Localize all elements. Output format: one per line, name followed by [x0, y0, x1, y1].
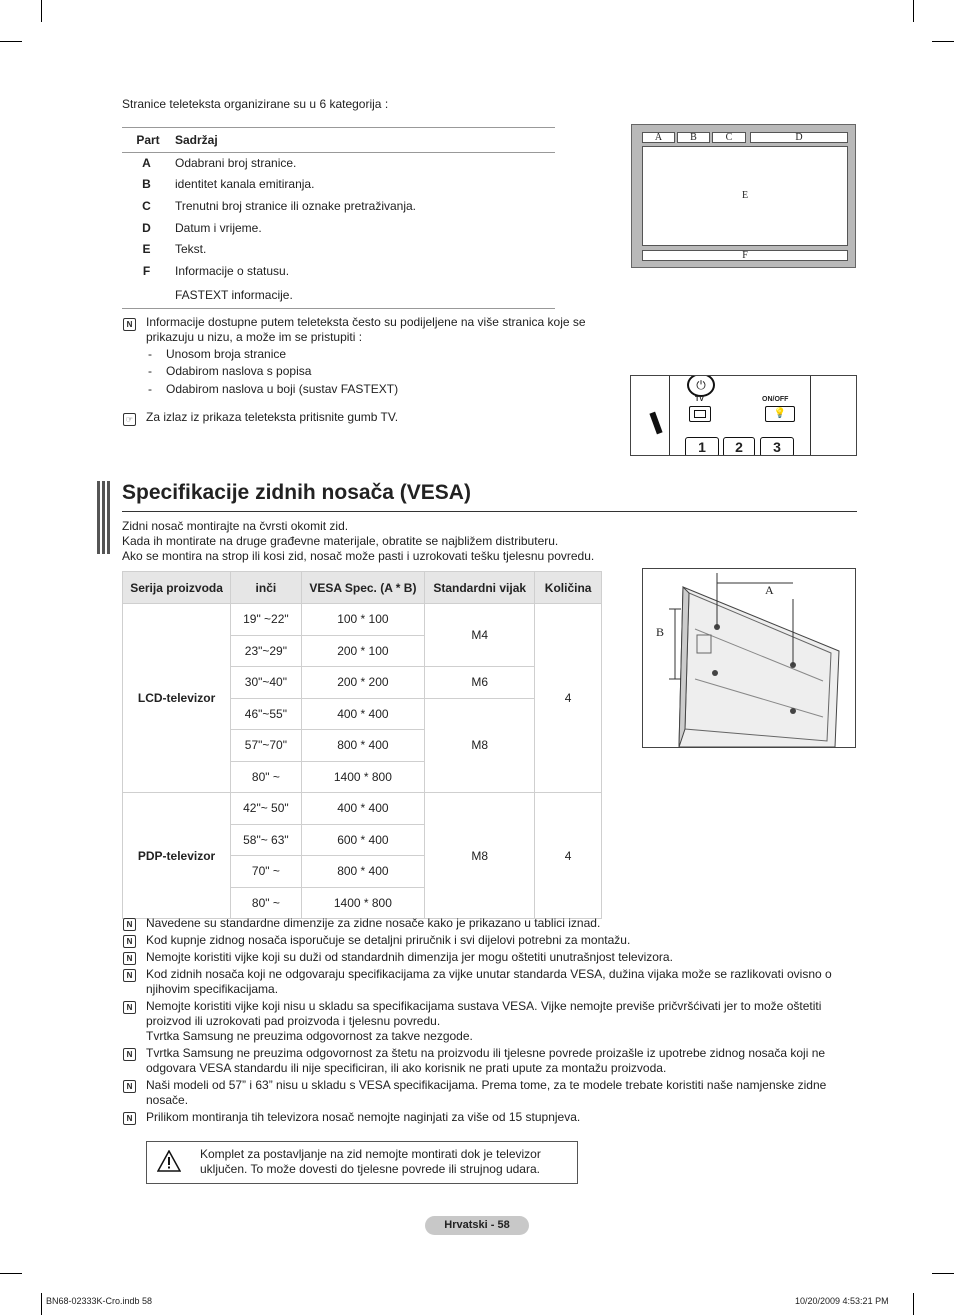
warning-text: uključen. To može dovesti do tjelesne povrede ili strujnog udara.: [200, 1162, 540, 1176]
tv-button: [689, 406, 711, 422]
note-icon: N: [123, 969, 136, 982]
crop-mark: [913, 1293, 914, 1315]
table-row: B identitet kanala emitiranja.: [142, 177, 315, 192]
table-row: D Datum i vrijeme.: [142, 220, 262, 235]
section-intro: Zidni nosač montirajte na čvrsti okomit zid. Kada ih montirate na druge građevne materijale, obratite se najbližem distributeru. Ako se montira na strop ili kosi zid, nosač može pasti i uzrokovati tešku tjelesnu povredu.: [122, 519, 595, 563]
table-row: 80" ~ 1400 * 800: [123, 887, 602, 919]
table-row: 57"~70" 800 * 400: [123, 730, 602, 762]
dimension-a: A: [765, 583, 774, 597]
lcd-label: LCD-televizor: [123, 604, 231, 793]
category-table: [122, 127, 555, 309]
col-part: Part: [136, 133, 160, 147]
list-item: N Nemojte koristiti vijke koji su duži od standardnih dimenzija jer mogu oštetiti unutrašnjost televizora.: [122, 950, 848, 965]
exit-note: Za izlaz iz prikaza teleteksta pritisnite gumb TV.: [146, 410, 399, 424]
key-3: 3: [760, 437, 794, 456]
table-row: 70" ~ 800 * 400: [123, 856, 602, 888]
note-icon: N: [123, 935, 136, 948]
list-item: N Kod zidnih nosača koji ne odgovaraju specifikacijama za vijke unutar standarda VESA, dužina vijaka može se razlikovati ovisno o njihovim specifikacijama.: [122, 967, 848, 997]
section-bar: [102, 481, 105, 554]
table-row: 58"~ 63" 600 * 400: [123, 824, 602, 856]
remote-illustration: [630, 375, 857, 456]
press-icon: ☞: [123, 413, 136, 426]
bullet-dash: -: [148, 347, 152, 361]
list-item: N Tvrtka Samsung ne preuzima odgovornost za štetu na proizvodu ili tjelesne povrede proizašle iz upotrebe zidnog nosača koji ne odgovara VESA standardu ili nije specificiran, ili ako korisnik ne prati upute za montažu proizvoda.: [122, 1046, 848, 1076]
crop-mark: [0, 41, 22, 42]
pointer-icon: [649, 412, 662, 435]
screen-label-b: B: [677, 132, 710, 143]
warning-text: Komplet za postavljanje na zid nemojte montirati dok je televizor: [200, 1147, 541, 1161]
col-inch: inči: [231, 572, 302, 604]
power-icon: ⏻: [687, 375, 715, 397]
crop-mark: [41, 0, 42, 22]
list-item: Odabirom naslova u boji (sustav FASTEXT): [166, 382, 399, 396]
list-item: N Prilikom montiranja tih televizora nosač nemojte naginjati za više od 15 stupnjeva.: [122, 1110, 848, 1125]
col-series: Serija proizvoda: [123, 572, 231, 604]
note-text: Informacije dostupne putem teleteksta često su podijeljene na više stranica koje se: [146, 315, 586, 329]
col-vesa: VESA Spec. (A * B): [301, 572, 424, 604]
key-1: 1: [685, 437, 719, 456]
teletext-screen-diagram: [631, 124, 856, 268]
crop-mark: [932, 1273, 954, 1274]
note-icon: N: [123, 1001, 136, 1014]
note-icon: N: [123, 918, 136, 931]
footer-date: 10/20/2009 4:53:21 PM: [795, 1296, 889, 1306]
table-row: 23"~29" 200 * 100: [123, 635, 602, 667]
table-row: A Odabrani broj stranice.: [142, 155, 297, 170]
crop-mark: [913, 0, 914, 22]
note-icon: N: [123, 1080, 136, 1093]
warning-icon: [157, 1150, 181, 1172]
list-item: N Navedene su standardne dimenzije za zidne nosače kako je prikazano u tablici iznad.: [122, 916, 848, 931]
light-icon: 💡: [765, 406, 795, 422]
table-row: FASTEXT informacije.: [175, 287, 293, 302]
table-row: C Trenutni broj stranice ili oznake pretraživanja.: [142, 198, 417, 213]
warning-box: [146, 1141, 578, 1184]
list-item: N Naši modeli od 57” i 63” nisu u skladu s VESA specifikacijama. Prema tome, za te modele trebate koristiti naše namjenske zidne nosače.: [122, 1078, 848, 1108]
wall-mount-diagram: [642, 568, 856, 748]
screen-label-f: F: [642, 250, 848, 261]
screen-label-d: D: [750, 132, 848, 143]
table-row: E Tekst.: [142, 242, 207, 257]
intro-text: Stranice teleteksta organizirane su u 6 kategorija :: [122, 97, 389, 111]
note-icon: N: [123, 1048, 136, 1061]
list-item: Odabirom naslova s popisa: [166, 364, 312, 378]
section-bar: [97, 481, 100, 554]
table-row: 80" ~ 1400 * 800: [123, 761, 602, 793]
tv-label: TV: [695, 396, 704, 403]
tv-back-icon: [643, 569, 855, 747]
key-2: 2: [723, 437, 755, 456]
bullet-dash: -: [148, 364, 152, 378]
dimension-b: B: [656, 625, 665, 639]
crop-mark: [0, 1273, 22, 1274]
bullet-dash: -: [148, 382, 152, 396]
note-text: prikazuju u nizu, a može im se pristupiti :: [146, 330, 363, 344]
col-qty: Količina: [535, 572, 602, 604]
footer-file: BN68-02333K-Cro.indb 58: [46, 1296, 153, 1306]
note-icon: N: [123, 318, 136, 331]
section-bar: [107, 481, 110, 554]
note-icon: N: [123, 952, 136, 965]
screen-label-c: C: [712, 132, 746, 143]
col-screw: Standardni vijak: [425, 572, 535, 604]
crop-mark: [932, 41, 954, 42]
vesa-table: [122, 571, 602, 919]
crop-mark: [41, 1293, 42, 1315]
list-item: N Kod kupnje zidnog nosača isporučuje se detaljni priručnik i svi dijelovi potrebni za montažu.: [122, 933, 848, 948]
section-rule: [122, 511, 857, 512]
screen-label-a: A: [642, 132, 675, 143]
table-row: 46"~55" 400 * 400 M8: [123, 698, 602, 730]
notes-list: [122, 916, 848, 1127]
section-title: Specifikacije zidnih nosača (VESA): [122, 481, 471, 504]
note-icon: N: [123, 1112, 136, 1125]
onoff-label: ON/OFF: [762, 396, 789, 403]
screen-label-e: E: [642, 146, 848, 246]
table-row: 30"~40" 200 * 200 M6: [123, 667, 602, 699]
pdp-label: PDP-televizor: [123, 793, 231, 919]
col-content: Sadržaj: [175, 133, 218, 147]
list-item: N Nemojte koristiti vijke koji nisu u skladu sa specifikacijama sustava VESA. Vijke nemojte previše pričvršćivati jer to može oštetiti proizvod ili uzrokovati pad proizvoda i tjelesnu povredu. Tvrtka Samsung ne preuzima odgovornost za takve nezgode.: [122, 999, 848, 1044]
table-row: PDP-televizor 42"~ 50" 400 * 400 M8 4: [123, 793, 602, 825]
table-row: LCD-televizor 19" ~22" 100 * 100 M4 4: [123, 604, 602, 636]
page-number-badge: Hrvatski - 58: [425, 1216, 529, 1235]
list-item: Unosom broja stranice: [166, 347, 287, 361]
table-row: F Informacije o statusu.: [142, 263, 290, 278]
